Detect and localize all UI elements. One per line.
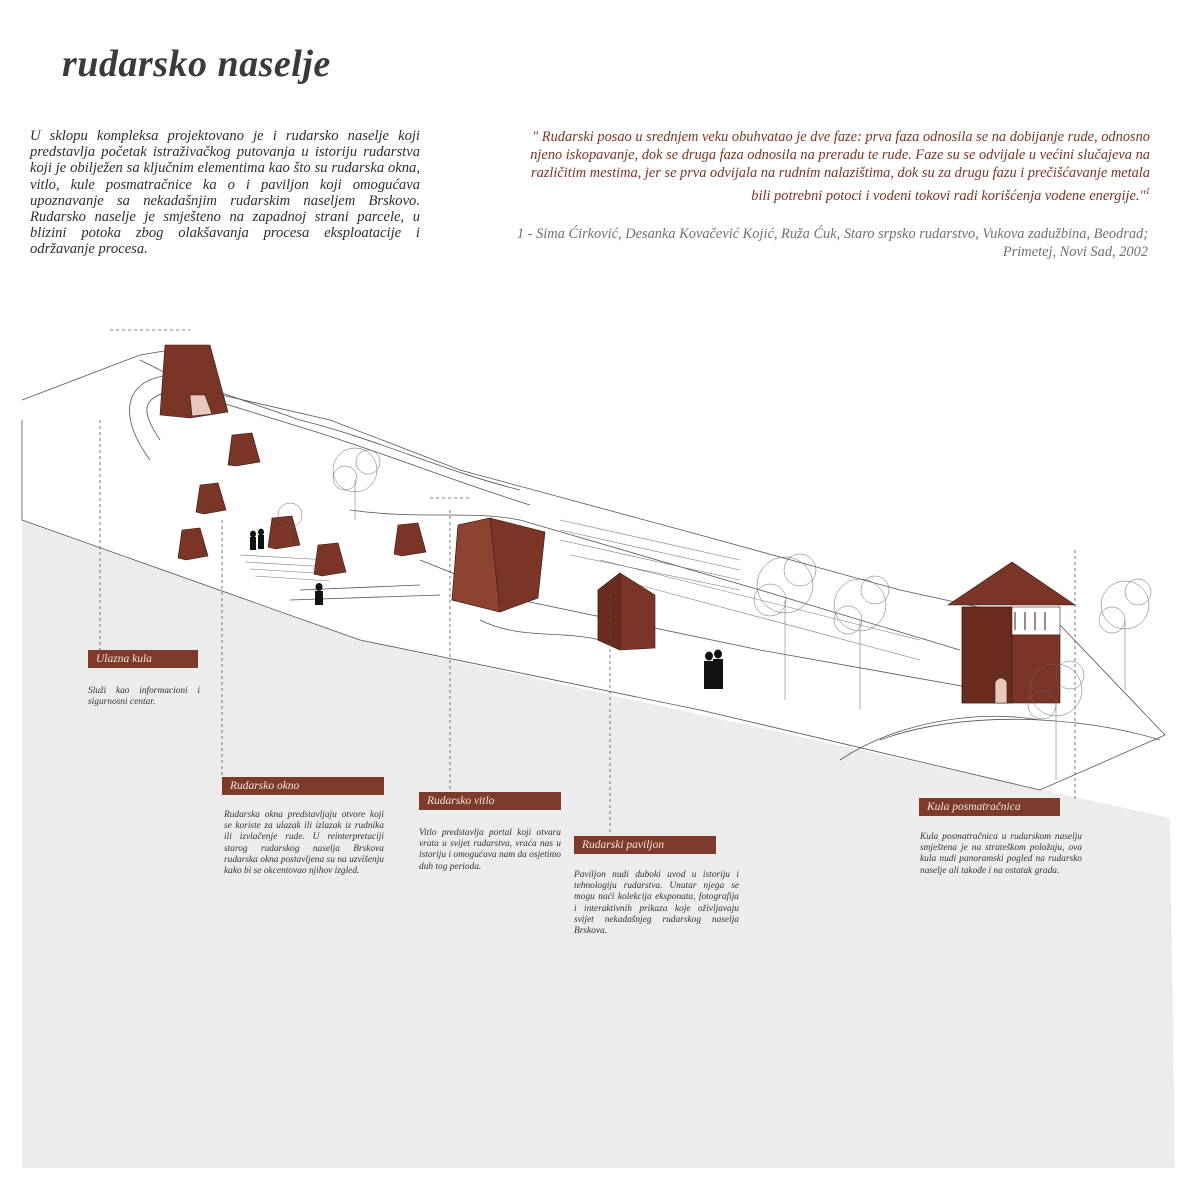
tree — [1099, 579, 1151, 690]
mine-shaft — [314, 543, 346, 576]
label-rudarsko-okno: Rudarsko okno — [222, 777, 384, 795]
desc-kula-posmatracnica: Kula posmatračnica u rudarskom naselju smještena je na strateškom položaju, ova kula nudi panoramski pogled na rudarsko naselje ali takođe i na ostatak grada. — [920, 832, 1082, 876]
tree — [754, 554, 816, 700]
mine-shaft — [268, 516, 300, 549]
desc-ulazna-kula: Služi kao informacioni i sigurnosni centar. — [88, 686, 200, 708]
quote-text: " Rudarski posao u srednjem veku obuhvatao je dve faze: prva faza odnosila se na dobijanje rude, odnosno njeno iskopavanje, dok se druga faza odnosila na preradu te rude. Faze su se odvijale u većini slučajeva na različitim mestima, jer se prva odvijala na rudnim nalazištima, dok su za drugu fazu i prečišćavanje metala bili potrebni potoci i vodeni tokovi radi korišćenja vodene energije." — [530, 129, 1150, 204]
mine-shaft-large — [160, 345, 228, 418]
desc-rudarsko-okno: Rudarska okna predstavljaju otvore koji se koriste za ulazak ili izlazak iz rudnika ili izvlačenje rude. U reinterpretaciji starog rudarskog naselja Brskova rudarska okna postavljena su na uzvišenju kako bi se okcentovao njihov izgled. — [224, 810, 384, 877]
desc-rudarsko-vitlo: Vitlo predstavlja portal koji otvara vrata u svijet rudarstva, vraća nas u istoriju i omogućava nam da osjetimo duh tog perioda. — [419, 828, 561, 872]
desc-rudarski-paviljon: Paviljon nudi duboki uvod u istoriju i tehnologiju rudarstva. Unutar njega se mogu naći kolekcija eksponata, fotografija i interaktivnih prikaza koje oživljavaju svijet nekadašnjeg rudarskog naselja Brskova. — [574, 870, 739, 937]
label-rudarsko-vitlo: Rudarsko vitlo — [419, 792, 561, 810]
tree — [333, 448, 380, 520]
historical-quote — [510, 128, 1150, 205]
observation-tower — [948, 562, 1075, 703]
mine-shaft — [228, 433, 260, 466]
tree — [834, 576, 889, 710]
label-kula-posmatracnica: Kula posmatračnica — [919, 798, 1060, 816]
footnote-mark: 1 — [1145, 186, 1150, 196]
mine-shaft — [196, 483, 226, 514]
citation: 1 - Sima Ćirković, Desanka Kovačević Kojić, Ruža Ćuk, Staro srpsko rudarstvo, Vukova zadužbina, Beodrad; Primetej, Novi Sad, 2002 — [516, 226, 1148, 260]
label-ulazna-kula: Ulazna kula — [88, 650, 198, 668]
page-title: rudarsko naselje — [62, 43, 331, 85]
mining-winch-vitlo — [452, 518, 545, 612]
mine-shaft — [394, 523, 426, 556]
stairs — [240, 520, 920, 660]
mining-pavilion — [598, 573, 655, 650]
mine-shaft — [178, 528, 208, 560]
leader-lines — [100, 330, 1075, 835]
intro-paragraph: U sklopu kompleksa projektovano je i rudarsko naselje koji predstavlja početak istraživačkog putovanja u istoriju rudarstva koji je obilježen sa ključnim elementima kao što su rudarska okna, vitlo, kule posmatračnice ka o i paviljon koji omogućava upoznavanje sa nekadašnjim rudarskim naseljem Brskovo. Rudarsko naselje je smješteno na zapadnoj strani parcele, u blizini potoka zbog olakšavanja procesa eksploatacije i održavanje procesa. — [30, 128, 420, 258]
label-rudarski-paviljon: Rudarski paviljon — [574, 836, 716, 854]
